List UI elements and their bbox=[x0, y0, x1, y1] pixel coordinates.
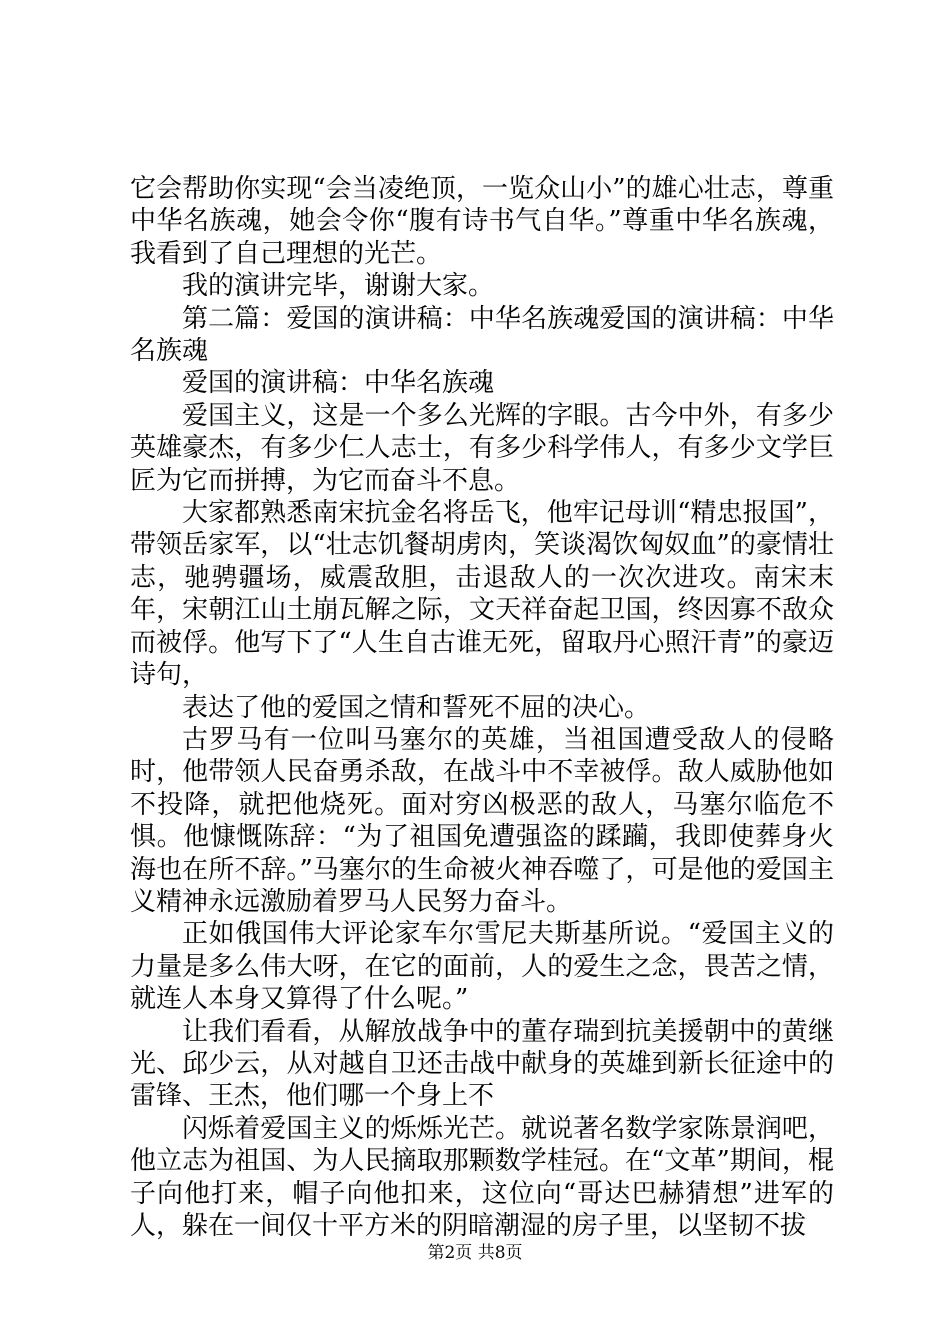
paragraph: 爱国主义，这是一个多么光辉的字眼。古今中外，有多少英雄豪杰，有多少仁人志士，有多少科学伟人，有多少文学巨匠为它而拼搏，为它而奋斗不息。 bbox=[130, 400, 834, 496]
paragraph: 表达了他的爱国之情和誓死不屈的决心。 bbox=[182, 692, 651, 723]
document-body bbox=[130, 173, 834, 1242]
speech-title: 爱国的演讲稿：中华名族魂 bbox=[182, 368, 495, 399]
paragraph: 闪烁着爱国主义的烁烁光芒。就说著名数学家陈景润吧，他立志为祖国、为人民摘取那颗数学桂冠。在“文革”期间，棍子向他打来，帽子向他扣来，这位向“哥达巴赫猜想”进军的人，躲在一间仅十平方米的阴暗潮湿的房子里，以坚韧不拔 bbox=[130, 1113, 834, 1241]
paragraph: 让我们看看，从解放战争中的董存瑞到抗美援朝中的黄继光、邱少云，从对越自卫还击战中献身的英雄到新长征途中的雷锋、王杰，他们哪一个身上不 bbox=[130, 1016, 834, 1112]
paragraph: 大家都熟悉南宋抗金名将岳飞，他牢记母训“精忠报国”，带领岳家军，以“壮志饥餐胡虏肉，笑谈渴饮匈奴血”的豪情壮志，驰骋疆场，威震敌胆，击退敌人的一次次进攻。南宋末年，宋朝江山土崩瓦解之际，文天祥奋起卫国，终因寡不敌众而被俘。他写下了“人生自古谁无死，留取丹心照汗青”的豪迈诗句， bbox=[130, 498, 834, 691]
paragraph: 正如俄国伟大评论家车尔雪尼夫斯基所说。“爱国主义的力量是多么伟大呀，在它的面前，人的爱生之念，畏苦之情，就连人本身又算得了什么呢。” bbox=[130, 919, 834, 1015]
paragraph: 它会帮助你实现“会当凌绝顶，一览众山小”的雄心壮志，尊重中华名族魂，她会令你“腹有诗书气自华。”尊重中华名族魂，我看到了自己理想的光芒。 bbox=[130, 174, 834, 269]
paragraph: 古罗马有一位叫马塞尔的英雄，当祖国遭受敌人的侵略时，他带领人民奋勇杀敌，在战斗中不幸被俘。敌人威胁他如不投降，就把他烧死。面对穷凶极恶的敌人，马塞尔临危不惧。他慷慨陈辞：“为了祖国免遭强盗的蹂躏，我即使葬身火海也在所不辞。”马塞尔的生命被火神吞噬了，可是他的爱国主义精神永远激励着罗马人民努力奋斗。 bbox=[130, 724, 834, 917]
paragraph: 我的演讲完毕，谢谢大家。 bbox=[182, 271, 495, 302]
page-number-footer: 第2页 共8页 bbox=[427, 1243, 523, 1263]
section-heading: 第二篇：爱国的演讲稿：中华名族魂爱国的演讲稿：中华名族魂 bbox=[130, 303, 834, 367]
